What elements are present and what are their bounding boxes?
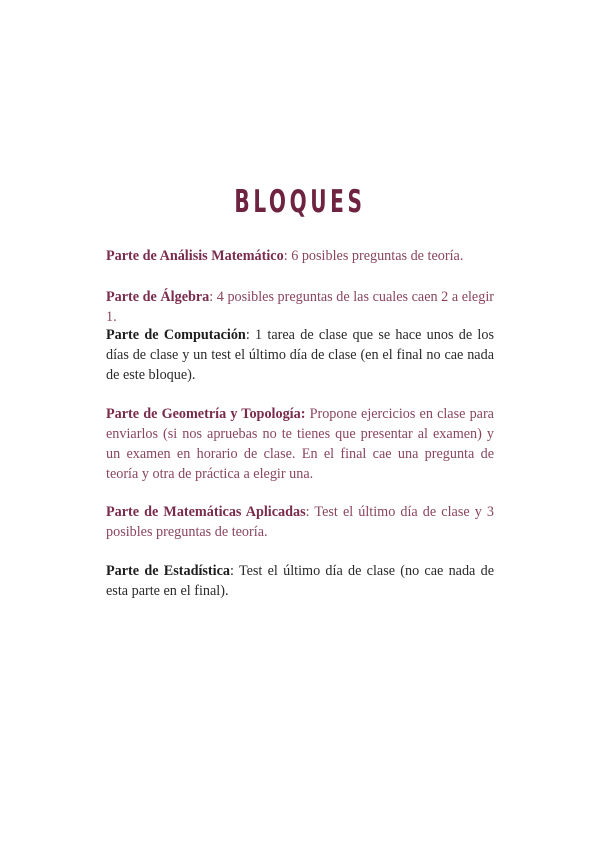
block-text: : 6 posibles preguntas de teoría. [283, 248, 464, 264]
block-text: : Test el último día de clase y 3 posibles preguntas de teoría. [106, 504, 494, 540]
block-computacion [106, 325, 494, 385]
block-label: Parte de Matemáticas Aplicadas [106, 504, 306, 520]
block-label: Parte de Computación [106, 327, 246, 343]
block-label: Parte de Geometría y Topología: [106, 406, 306, 422]
block-text: : 4 posibles preguntas de las cuales caen 2 a elegir 1. [106, 289, 494, 325]
block-algebra [106, 287, 494, 327]
block-estadistica [106, 561, 494, 601]
block-text: Propone ejercicios en clase para enviarlos (si nos apruebas no te tienes que presentar al examen) y un examen en horario de clase. En el final cae una pregunta de teoría y otra de práctica a elegir una. [106, 406, 494, 482]
block-analisis [106, 246, 494, 266]
page-title: BLOQUES [234, 184, 366, 220]
block-aplicadas [106, 502, 494, 542]
block-label: Parte de Estadística [106, 563, 230, 579]
block-label: Parte de Análisis Matemático [106, 248, 284, 264]
block-text: : Test el último día de clase (no cae nada de esta parte en el final). [106, 563, 494, 599]
block-text: : 1 tarea de clase que se hace unos de los días de clase y un test el último día de clase (en el final no cae nada de este bloque). [106, 327, 494, 383]
block-geometria [106, 404, 494, 484]
block-label: Parte de Álgebra [106, 289, 210, 305]
